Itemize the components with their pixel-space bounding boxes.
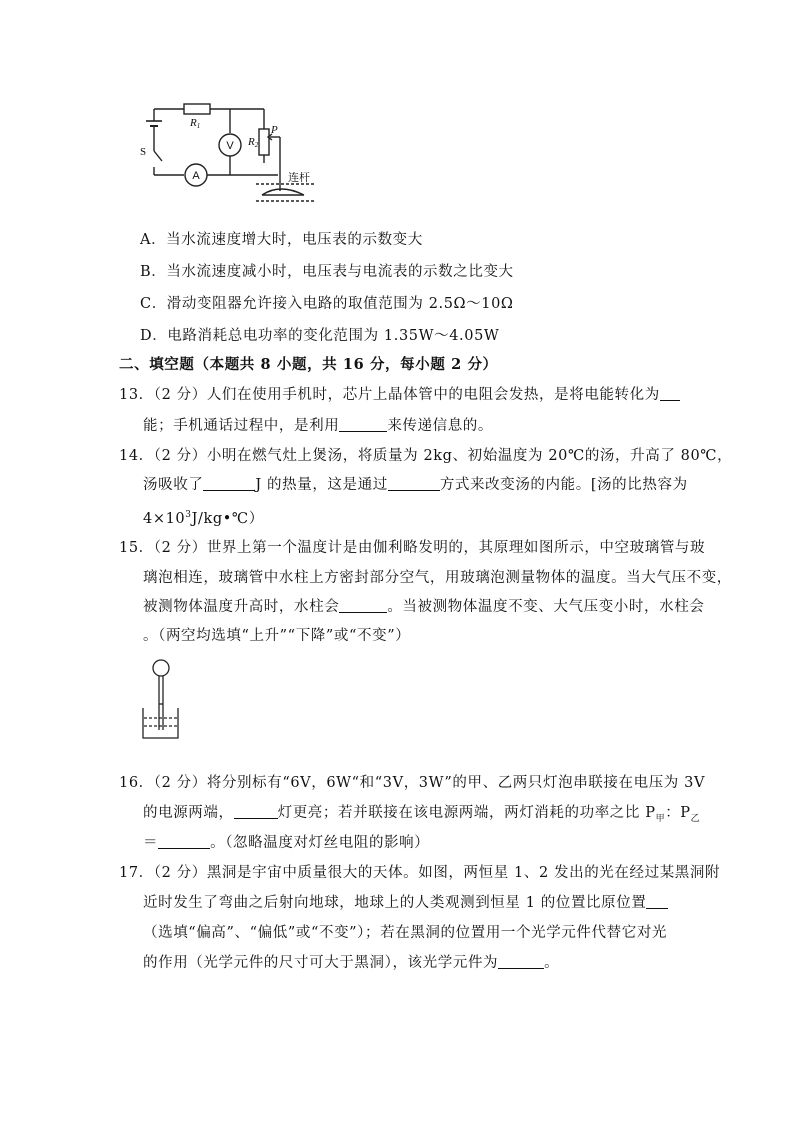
rod-label: 连杆 bbox=[288, 171, 310, 184]
q14-blank1 bbox=[203, 476, 255, 491]
q14-text2a: 汤吸收了 bbox=[143, 477, 204, 493]
q17-text4b: 。 bbox=[544, 955, 560, 971]
section-title: 二、填空题（本题共 8 小题，共 16 分，每小题 2 分） bbox=[119, 356, 498, 373]
q15-line4: 。（两空均选填“上升”“下降”或“不变”） bbox=[143, 628, 411, 644]
q15-blank1 bbox=[339, 598, 387, 613]
resistor-r1 bbox=[184, 104, 210, 114]
q13-text2a: 能；手机通话过程中，是利用 bbox=[143, 418, 340, 434]
q16-blank1 bbox=[234, 804, 278, 819]
resistor-r2 bbox=[259, 129, 269, 155]
a-label: A bbox=[192, 170, 200, 182]
q13-text1: 13．（2 分）人们在使用手机时，芯片上晶体管中的电阻会发热，是将电能转化为 bbox=[119, 387, 660, 403]
q17-line4 bbox=[143, 953, 559, 973]
q16-line3 bbox=[143, 833, 429, 853]
q14-text2c: 方式来改变汤的内能。[汤的比热容为 bbox=[439, 477, 688, 493]
q13-blank1 bbox=[660, 386, 680, 401]
q15-line3 bbox=[143, 597, 704, 617]
q16-text2a: 的电源两端， bbox=[143, 805, 234, 821]
q13-text2b: 来传递信息的。 bbox=[387, 418, 494, 434]
q16-sub1: 甲 bbox=[655, 813, 666, 824]
q15-line2: 璃泡相连，玻璃管中水柱上方密封部分空气，用玻璃泡测量物体的温度。当大气压不变， bbox=[143, 570, 732, 586]
q16-blank2 bbox=[158, 834, 210, 849]
p-label: P bbox=[271, 124, 278, 136]
q17-line3: （选填“偏高”、“偏低”或“不变”）；若在黑洞的位置用一个光学元件代替它对光 bbox=[143, 925, 668, 941]
r1-subscript: 1 bbox=[196, 122, 201, 130]
r2-label: R bbox=[248, 136, 255, 148]
q16-line2 bbox=[143, 803, 700, 829]
q16-text2c: ：P bbox=[665, 805, 691, 821]
q16-text3a: ＝ bbox=[143, 835, 159, 851]
q13-blank2 bbox=[339, 417, 387, 432]
q17-line1: 17．（2 分）黑洞是宇宙中质量很大的天体。如图，两恒星 1、2 发出的光在经过某黑洞附 bbox=[119, 865, 721, 881]
q16-text2b: 灯更亮；若并联接在该电源两端，两灯消耗的功率之比 P bbox=[277, 805, 656, 821]
q13-line2 bbox=[143, 416, 493, 436]
s-label: S bbox=[140, 146, 147, 158]
q16-line1: 16．（2 分）将分别标有“6V，6W“和“3V，3W”的甲、乙两只灯泡串联接在电压为 3V bbox=[119, 775, 706, 791]
r1-label: R bbox=[190, 117, 197, 129]
q15-line1: 15．（2 分）世界上第一个温度计是由伽利略发明的，其原理如图所示，中空玻璃管与玻 bbox=[119, 540, 706, 556]
svg-text:R1 bbox=[189, 117, 200, 130]
q13-line1 bbox=[119, 385, 680, 405]
option-a: A．当水流速度增大时，电压表的示数变大 bbox=[140, 232, 423, 248]
q17-line2 bbox=[143, 893, 668, 913]
q17-text2: 近时发生了弯曲之后射向地球，地球上的人类观测到恒星 1 的位置比原位置 bbox=[143, 895, 647, 911]
option-c: C．滑动变阻器允许接入电路的取值范围为 2.5Ω～10Ω bbox=[140, 296, 514, 312]
q15-text3a: 被测物体温度升高时，水柱会 bbox=[143, 599, 340, 615]
v-label: V bbox=[226, 140, 234, 152]
q17-text4a: 的作用（光学元件的尺寸可大于黑洞），该光学元件为 bbox=[143, 955, 499, 971]
q17-blank2 bbox=[498, 954, 544, 969]
q15-text3b: 。当被测物体温度不变、大气压变小时，水柱会 bbox=[387, 599, 705, 615]
q14-text2b: J 的热量，这是通过 bbox=[255, 477, 388, 493]
svg-text:R2 bbox=[247, 136, 259, 149]
r2-subscript: 2 bbox=[254, 141, 259, 149]
galileo-thermometer-diagram bbox=[140, 656, 190, 746]
circuit-diagram bbox=[138, 95, 338, 215]
option-b: B．当水流速度减小时，电压表与电流表的示数之比变大 bbox=[140, 264, 514, 280]
q14-line2 bbox=[143, 475, 688, 495]
q14-text3a: 4×10 bbox=[143, 510, 186, 527]
q16-text3b: 。（忽略温度对灯丝电阻的影响） bbox=[210, 835, 430, 851]
q14-text3b: J/kg•℃） bbox=[191, 510, 264, 527]
q16-sub2: 乙 bbox=[690, 813, 701, 824]
q14-sup: 3 bbox=[185, 510, 192, 520]
option-d: D．电路消耗总电功率的变化范围为 1.35W～4.05W bbox=[140, 328, 500, 344]
q14-blank2 bbox=[388, 476, 440, 491]
q17-blank1 bbox=[646, 894, 668, 909]
q14-line3 bbox=[143, 505, 264, 529]
q14-line1: 14．（2 分）小明在燃气灶上煲汤，将质量为 2kg、初始温度为 20℃的汤，升高了 80℃， bbox=[119, 448, 733, 464]
